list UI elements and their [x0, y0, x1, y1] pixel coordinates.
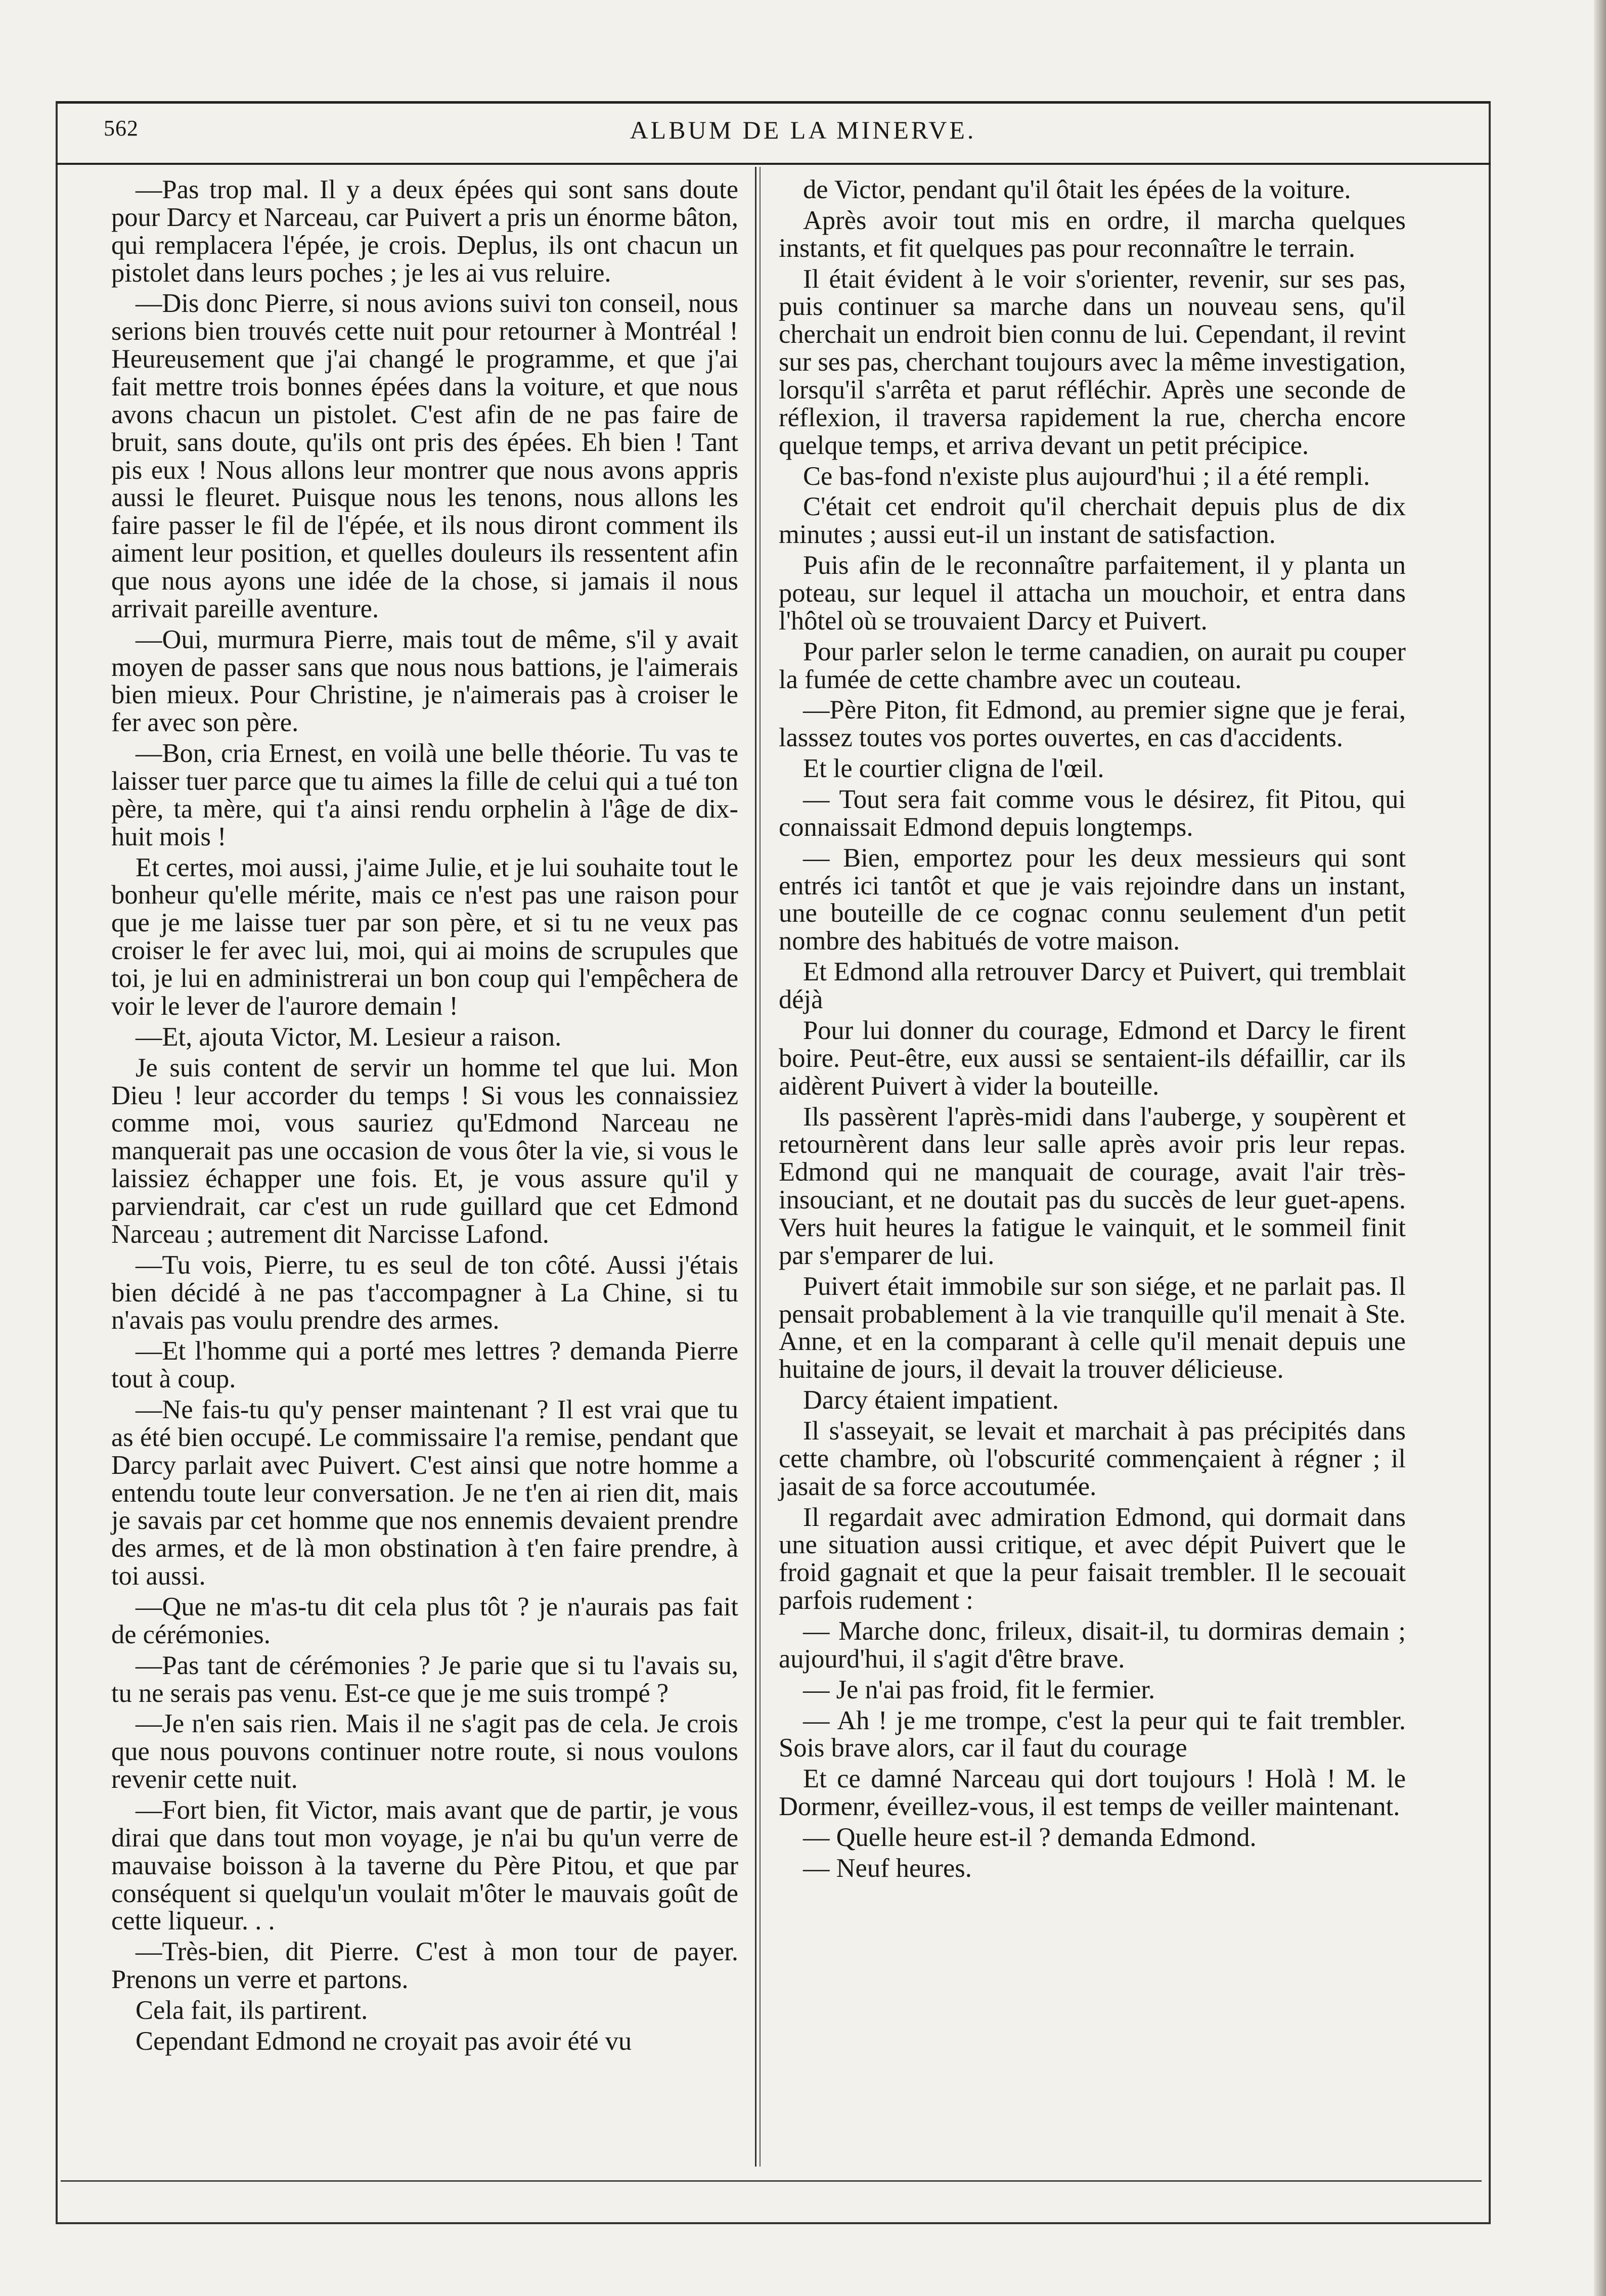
paragraph: Cependant Edmond ne croyait pas avoir été vu — [136, 2026, 632, 2056]
paragraph: — Tout sera fait comme vous le désirez, fit Pitou, qui connaissait Edmond depuis longtemps. — [779, 785, 1406, 842]
page-number: 562 — [104, 116, 139, 141]
paragraph: Pour parler selon le terme canadien, on aurait pu couper la fumée de cette chambre avec un couteau. — [779, 637, 1406, 694]
right-text-column — [779, 176, 1406, 1885]
paragraph: Puivert était immobile sur son siége, et ne parlait pas. Il pensait probablement à la vie tranquille qu'il menait à Ste. Anne, et en la comparant à celle qu'il menait depuis une huitaine de jours, il devait la trouver délicieuse. — [779, 1271, 1406, 1384]
paragraph: —Père Piton, fit Edmond, au premier signe que je ferai, lasssez toutes vos portes ouvertes, en cas d'accidents. — [779, 695, 1406, 753]
paragraph: — Je n'ai pas froid, fit le fermier. — [803, 1675, 1155, 1704]
paragraph: —Et, ajouta Victor, M. Lesieur a raison. — [136, 1022, 562, 1052]
paragraph: Darcy étaient impatient. — [803, 1385, 1059, 1415]
paragraph: —Oui, murmura Pierre, mais tout de même, s'il y avait moyen de passer sans que nous nous battions, je l'aimerais bien mieux. Pour Christine, je n'aimerais pas à croiser le fer avec son père. — [111, 624, 738, 738]
page-binding-edge — [1594, 0, 1606, 2296]
paragraph: —Pas trop mal. Il y a deux épées qui sont sans doute pour Darcy et Narceau, car Puivert a pris un énorme bâton, qui remplacera l'épée, je crois. Deplus, ils ont chacun un pistolet dans leurs poches ; je les ai vus reluire. — [111, 175, 738, 288]
paragraph: Et certes, moi aussi, j'aime Julie, et je lui souhaite tout le bonheur qu'elle mérite, mais ce n'est pas une raison pour que je me laisse tuer par son père, et si tu ne veux pas croiser le fer avec lui, moi, qui ai moins de scrupules que toi, je lui en administrerai un bon coup qui l'empêchera de voir le lever de l'aurore demain ! — [111, 852, 738, 1021]
paragraph: —Et l'homme qui a porté mes lettres ? demanda Pierre tout à coup. — [111, 1336, 738, 1394]
paragraph: Cela fait, ils partirent. — [136, 1996, 368, 2025]
paragraph: Il s'asseyait, se levait et marchait à pas précipités dans cette chambre, où l'obscurité commençaient à régner ; il jasait de sa force accoutumée. — [779, 1416, 1406, 1501]
paragraph: Et le courtier cligna de l'œil. — [803, 754, 1104, 784]
paragraph: C'était cet endroit qu'il cherchait depuis plus de dix minutes ; aussi eut-il un instant de satisfaction. — [779, 492, 1406, 550]
paragraph: —Je n'en sais rien. Mais il ne s'agit pas de cela. Je crois que nous pouvons continuer notre route, si nous voulons revenir cette nuit. — [111, 1709, 738, 1794]
column-divider — [755, 167, 756, 2167]
paragraph: Après avoir tout mis en ordre, il marcha quelques instants, et fit quelques pas pour reconnaître le terrain. — [779, 205, 1406, 263]
paragraph: — Marche donc, frileux, disait-il, tu dormiras demain ; aujourd'hui, il s'agit d'être brave. — [779, 1616, 1406, 1674]
paragraph: — Bien, emportez pour les deux messieurs qui sont entrés ici tantôt et que je vais rejoindre dans un instant, une bouteille de ce cognac connu seulement d'un petit nombre des habitués de votre maison. — [779, 843, 1406, 956]
paragraph: —Ne fais-tu qu'y penser maintenant ? Il est vrai que tu as été bien occupé. Le commissaire l'a remise, pendant que Darcy parlait avec Puivert. C'est ainsi que notre homme a entendu toute leur conversation. Je ne t'en ai rien dit, mais je savais par cet homme que nos ennemis devaient prendre des armes, et de là mon obstination à t'en faire prendre, à toi aussi. — [111, 1394, 738, 1591]
paragraph: Je suis content de servir un homme tel que lui. Mon Dieu ! leur accorder du temps ! Si vous les connaissiez comme moi, vous sauriez qu'Edmond Narceau ne manquerait pas une occasion de vous ôter la vie, si vous le laissiez échapper une fois. Et, je vous assure qu'il y parviendrait, car c'est un rude guillard que cet Edmond Narceau ; autrement dit Narcisse Lafond. — [111, 1053, 738, 1249]
paragraph: Il était évident à le voir s'orienter, revenir, sur ses pas, puis continuer sa marche dans un nouveau sens, qu'il cherchait un endroit bien connu de lui. Cependant, il revint sur ses pas, cherchant toujours avec la même investigation, lorsqu'il s'arrêta et parut réfléchir. Après une seconde de réflexion, il traversa rapidement la rue, chercha encore quelque temps, et arriva devant un petit précipice. — [779, 264, 1406, 460]
footer-rule — [61, 2180, 1482, 2182]
paragraph: Et ce damné Narceau qui dort toujours ! Holà ! M. le Dormenr, éveillez-vous, il est temps de veiller maintenant. — [779, 1764, 1406, 1822]
paragraph: — Quelle heure est-il ? demanda Edmond. — [803, 1822, 1257, 1852]
left-text-column — [111, 176, 738, 2058]
paragraph: Ce bas-fond n'existe plus aujourd'hui ; il a été rempli. — [803, 461, 1370, 491]
paragraph: Et Edmond alla retrouver Darcy et Puivert, qui tremblait déjà — [779, 957, 1406, 1015]
paragraph: —Pas tant de cérémonies ? Je parie que si tu l'avais su, tu ne serais pas venu. Est-ce que je me suis trompé ? — [111, 1650, 738, 1708]
paragraph: Pour lui donner du courage, Edmond et Darcy le firent boire. Peut-être, eux aussi se sentaient-ils défaillir, car ils aidèrent Puivert à vider la bouteille. — [779, 1015, 1406, 1101]
paragraph: Ils passèrent l'après-midi dans l'auberge, y soupèrent et retournèrent dans leur salle après avoir pris leur repas. Edmond qui ne manquait de courage, avait l'air très-insouciant, et ne doutait pas du succès de leur guet-apens. Vers huit heures la fatigue le vainquit, et le sommeil finit par s'emparer de lui. — [779, 1102, 1406, 1270]
paragraph: de Victor, pendant qu'il ôtait les épées de la voiture. — [803, 175, 1351, 204]
paragraph: — Neuf heures. — [803, 1853, 972, 1883]
paragraph: —Bon, cria Ernest, en voilà une belle théorie. Tu vas te laisser tuer parce que tu aimes la fille de celui qui a tué ton père, ta mère, qui t'a ainsi rendu orphelin à l'âge de dix-huit mois ! — [111, 739, 738, 851]
paragraph: Puis afin de le reconnaître parfaitement, il y planta un poteau, sur lequel il attacha un mouchoir, et entra dans l'hôtel où se trouvaient Darcy et Puivert. — [779, 551, 1406, 636]
running-title: ALBUM DE LA MINERVE. — [630, 116, 976, 144]
column-divider-inner — [760, 167, 761, 2167]
paragraph: —Tu vois, Pierre, tu es seul de ton côté. Aussi j'étais bien décidé à ne pas t'accompagner à La Chine, si tu n'avais pas voulu prendre des armes. — [111, 1250, 738, 1335]
paragraph: —Fort bien, fit Victor, mais avant que de partir, je vous dirai que dans tout mon voyage, je n'ai bu qu'un verre de mauvaise boisson à la taverne du Père Pitou, et que par conséquent si quelqu'un voulait m'ôter le mauvais goût de cette liqueur. . . — [111, 1795, 738, 1936]
paragraph: —Dis donc Pierre, si nous avions suivi ton conseil, nous serions bien trouvés cette nuit pour retourner à Montréal ! Heureusement que j'ai changé le programme, et que j'ai fait mettre trois bonnes épées dans la voiture, et que nous avons chacun un pistolet. C'est afin de ne pas faire de bruit, sans doute, qu'ils ont pris des épées. Eh bien ! Tant pis eux ! Nous allons leur montrer que nous avons appris aussi le fleuret. Puisque nous les tenons, nous allons les faire passer le fil de l'épée, et ils nous diront comment ils aiment leur position, et quelles douleurs ils ressentent afin que nous ayons une idée de la chose, si jamais il nous arrivait pareille aventure. — [111, 289, 738, 623]
paragraph: —Que ne m'as-tu dit cela plus tôt ? je n'aurais pas fait de cérémonies. — [111, 1592, 738, 1649]
paragraph: Il regardait avec admiration Edmond, qui dormait dans une situation aussi critique, et avec dépit Puivert que le froid gagnait et que la peur faisait trembler. Il le secouait parfois rudement : — [779, 1502, 1406, 1615]
paragraph: —Très-bien, dit Pierre. C'est à mon tour de payer. Prenons un verre et partons. — [111, 1937, 738, 1995]
paragraph: — Ah ! je me trompe, c'est la peur qui te fait trembler. Sois brave alors, car il faut du courage — [779, 1705, 1406, 1763]
header-rule — [56, 163, 1491, 165]
